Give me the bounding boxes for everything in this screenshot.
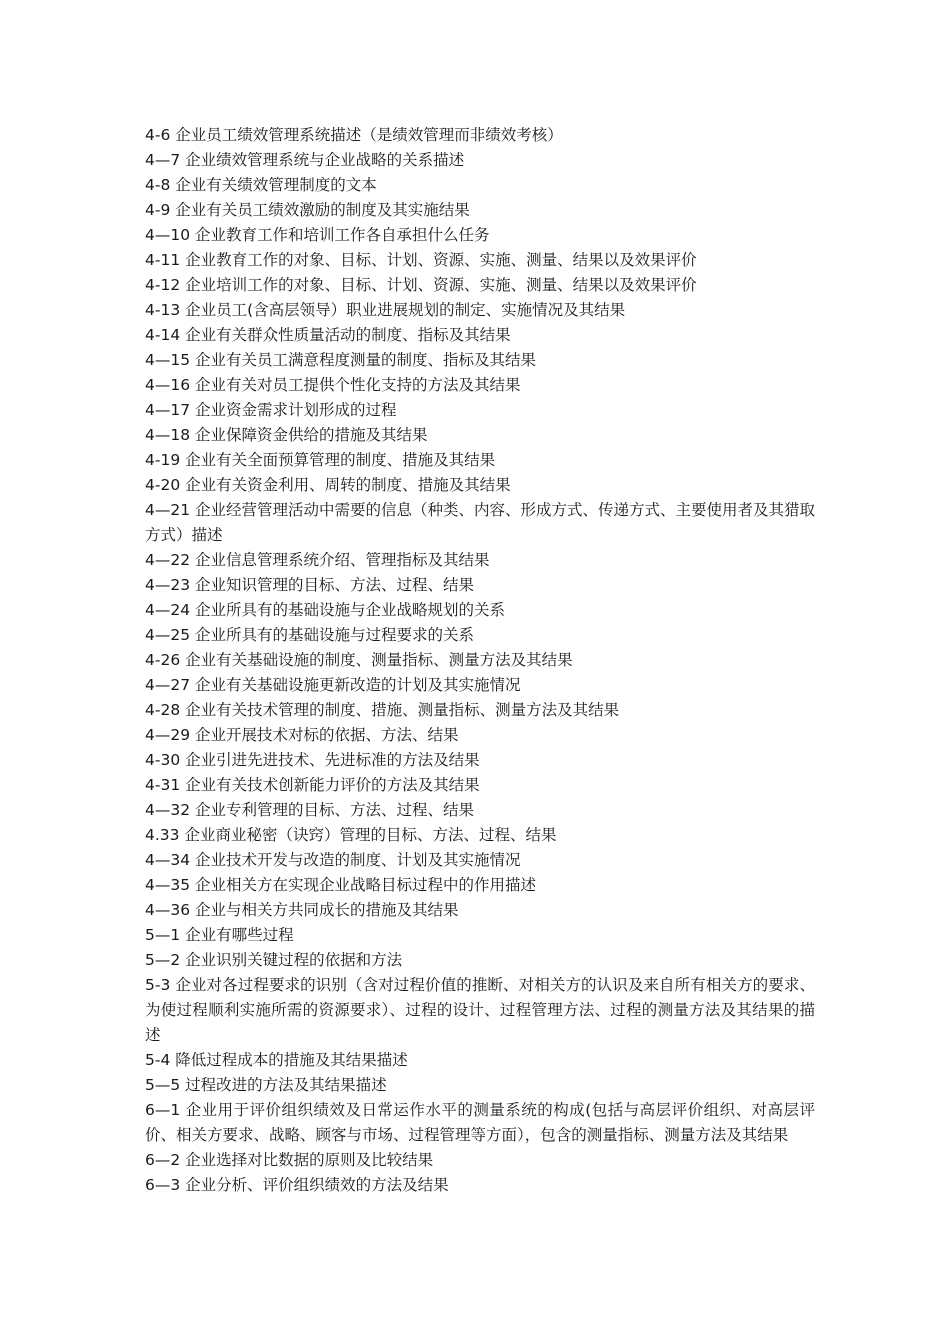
list-item-4-34: 4—34 企业技术开发与改造的制度、计划及其实施情况 bbox=[145, 851, 521, 869]
list-item-4-32: 4—32 企业专利管理的目标、方法、过程、结果 bbox=[145, 801, 475, 819]
list-item-4-29: 4—29 企业开展技术对标的依据、方法、结果 bbox=[145, 726, 459, 744]
list-item-4-31: 4-31 企业有关技术创新能力评价的方法及其结果 bbox=[145, 776, 480, 794]
list-item-6-3: 6—3 企业分析、评价组织绩效的方法及结果 bbox=[145, 1176, 449, 1194]
list-item-4-6: 4-6 企业员工绩效管理系统描述（是绩效管理而非绩效考核） bbox=[145, 126, 563, 144]
list-item-4-18: 4—18 企业保障资金供给的措施及其结果 bbox=[145, 426, 428, 444]
list-item-5-3: 5-3 企业对各过程要求的识别（含对过程价值的推断、对相关方的认识及来自所有相关方的要求、为使过程顺利实施所需的资源要求）、过程的设计、过程管理方法、过程的测量方法及其结果的描述 bbox=[145, 976, 815, 1044]
list-item-4-33: 4.33 企业商业秘密（诀窍）管理的目标、方法、过程、结果 bbox=[145, 826, 557, 844]
list-item-4-14: 4-14 企业有关群众性质量活动的制度、指标及其结果 bbox=[145, 326, 511, 344]
list-item-4-27: 4—27 企业有关基础设施更新改造的计划及其实施情况 bbox=[145, 676, 521, 694]
list-item-4-36: 4—36 企业与相关方共同成长的措施及其结果 bbox=[145, 901, 459, 919]
list-item-4-13: 4-13 企业员工(含高层领导）职业进展规划的制定、实施情况及其结果 bbox=[145, 301, 626, 319]
list-item-4-30: 4-30 企业引进先进技术、先进标准的方法及结果 bbox=[145, 751, 480, 769]
list-item-6-2: 6—2 企业选择对比数据的原则及比较结果 bbox=[145, 1151, 434, 1169]
list-item-4-7: 4—7 企业绩效管理系统与企业战略的关系描述 bbox=[145, 151, 465, 169]
list-item-4-17: 4—17 企业资金需求计划形成的过程 bbox=[145, 401, 397, 419]
list-item-5-1: 5—1 企业有哪些过程 bbox=[145, 926, 294, 944]
list-item-4-8: 4-8 企业有关绩效管理制度的文本 bbox=[145, 176, 377, 194]
list-item-4-9: 4-9 企业有关员工绩效激励的制度及其实施结果 bbox=[145, 201, 470, 219]
list-item-4-35: 4—35 企业相关方在实现企业战略目标过程中的作用描述 bbox=[145, 876, 537, 894]
list-item-4-19: 4-19 企业有关全面预算管理的制度、措施及其结果 bbox=[145, 451, 496, 469]
list-item-6-1: 6—1 企业用于评价组织绩效及日常运作水平的测量系统的构成(包括与高层评价组织、对高层评价、相关方要求、战略、顾客与市场、过程管理等方面），包含的测量指标、测量方法及其结果 bbox=[145, 1101, 815, 1144]
list-item-4-10: 4—10 企业教育工作和培训工作各自承担什么任务 bbox=[145, 226, 490, 244]
list-item-4-24: 4—24 企业所具有的基础设施与企业战略规划的关系 bbox=[145, 601, 506, 619]
list-item-4-11: 4-11 企业教育工作的对象、目标、计划、资源、实施、测量、结果以及效果评价 bbox=[145, 251, 697, 269]
list-item-4-15: 4—15 企业有关员工满意程度测量的制度、指标及其结果 bbox=[145, 351, 537, 369]
list-item-4-26: 4-26 企业有关基础设施的制度、测量指标、测量方法及其结果 bbox=[145, 651, 573, 669]
list-item-5-5: 5—5 过程改进的方法及其结果描述 bbox=[145, 1076, 387, 1094]
list-item-5-4: 5-4 降低过程成本的措施及其结果描述 bbox=[145, 1051, 408, 1069]
document-body bbox=[145, 123, 815, 1198]
list-item-5-2: 5—2 企业识别关键过程的依据和方法 bbox=[145, 951, 403, 969]
list-item-4-21: 4—21 企业经营管理活动中需要的信息（种类、内容、形成方式、传递方式、主要使用者及其猎取方式）描述 bbox=[145, 501, 816, 544]
list-item-4-28: 4-28 企业有关技术管理的制度、措施、测量指标、测量方法及其结果 bbox=[145, 701, 620, 719]
list-item-4-20: 4-20 企业有关资金利用、周转的制度、措施及其结果 bbox=[145, 476, 511, 494]
list-item-4-23: 4—23 企业知识管理的目标、方法、过程、结果 bbox=[145, 576, 475, 594]
list-item-4-25: 4—25 企业所具有的基础设施与过程要求的关系 bbox=[145, 626, 475, 644]
list-item-4-16: 4—16 企业有关对员工提供个性化支持的方法及其结果 bbox=[145, 376, 521, 394]
list-item-4-22: 4—22 企业信息管理系统介绍、管理指标及其结果 bbox=[145, 551, 490, 569]
list-item-4-12: 4-12 企业培训工作的对象、目标、计划、资源、实施、测量、结果以及效果评价 bbox=[145, 276, 697, 294]
